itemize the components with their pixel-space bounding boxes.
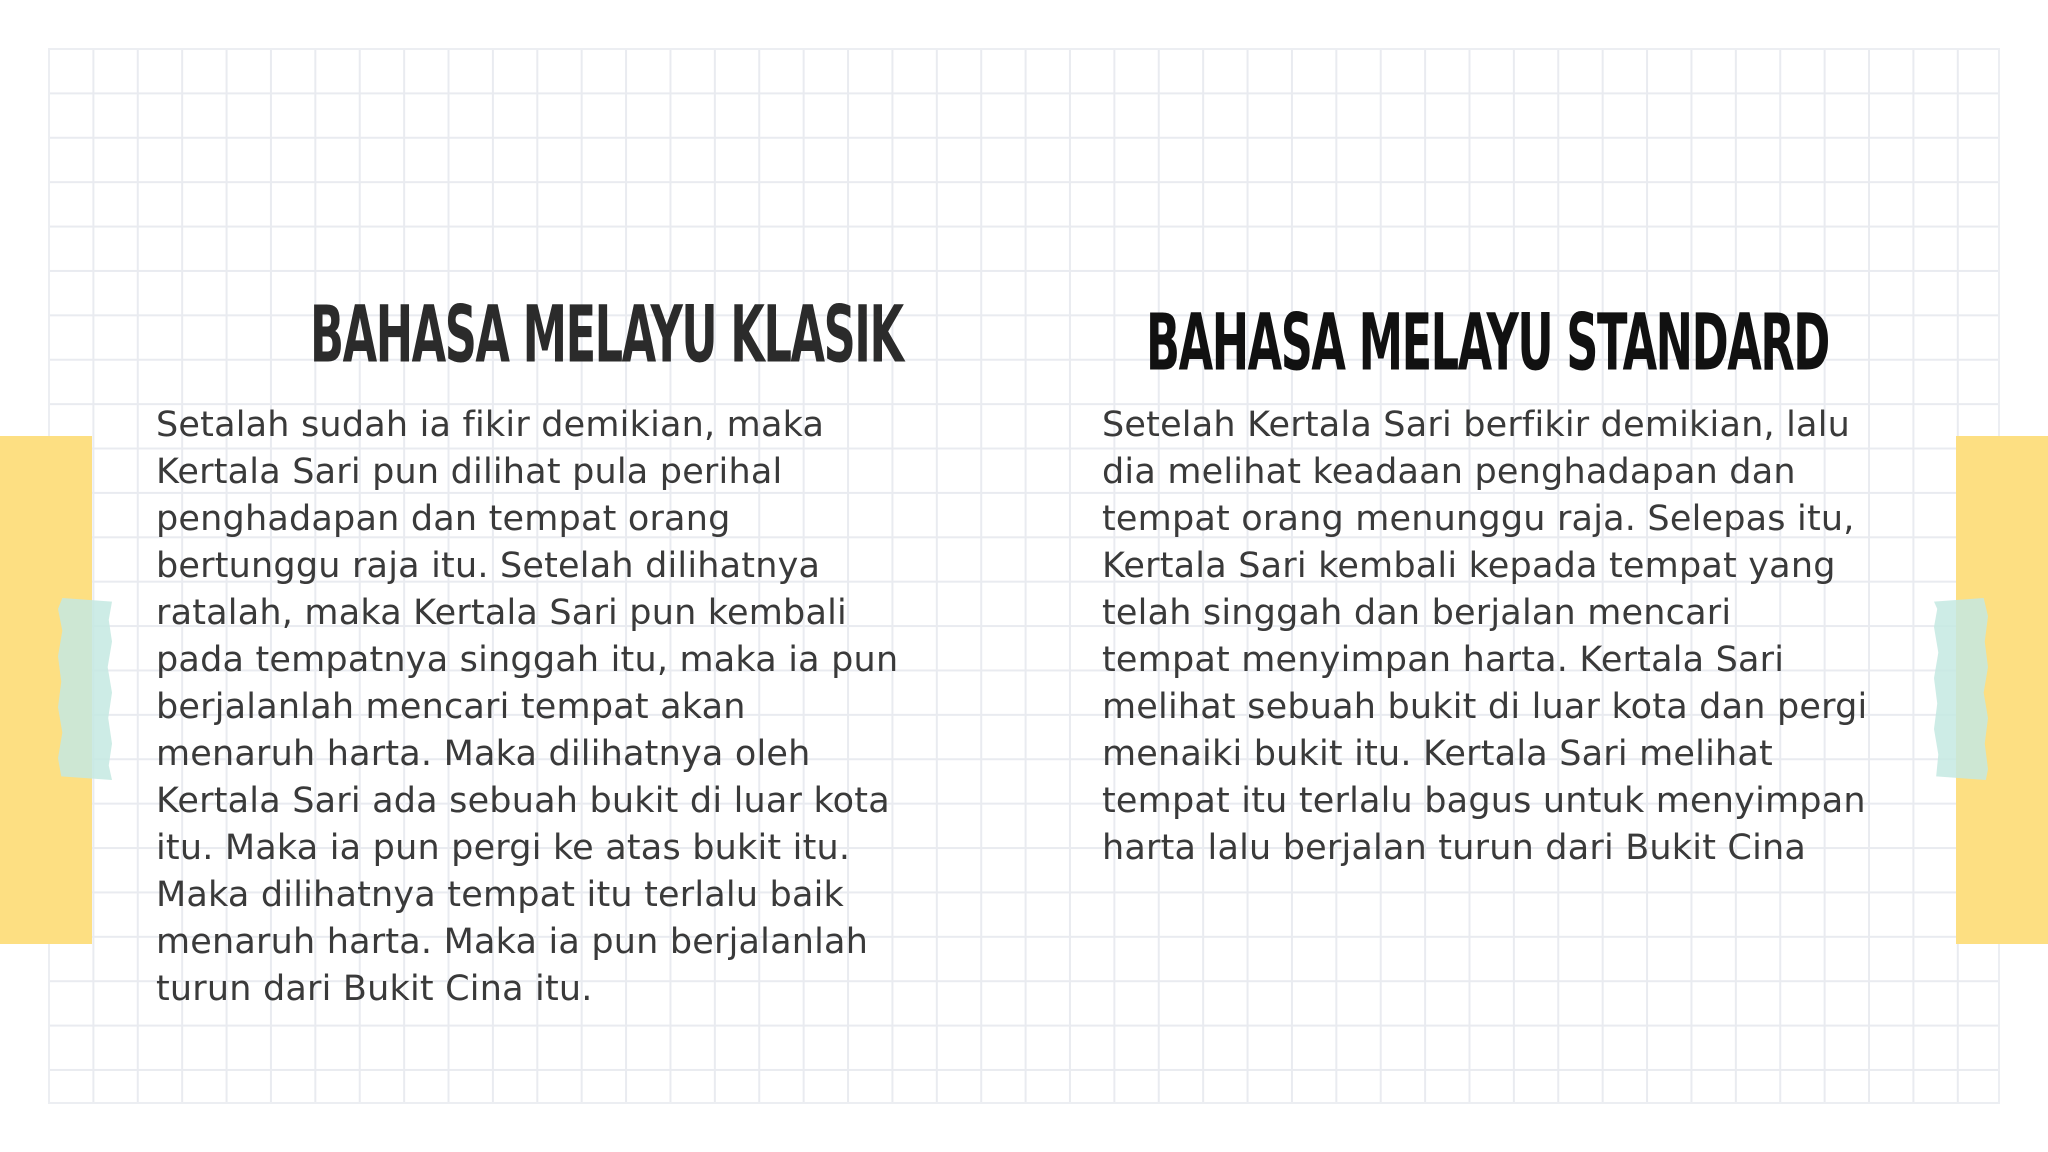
left-washi-tape (58, 598, 112, 780)
standard-line: dia melihat keadaan penghadapan dan (1102, 452, 1796, 492)
klasik-line: pada tempatnya singgah itu, maka ia pun (156, 640, 899, 680)
klasik-line: Kertala Sari pun dilihat pula perihal (156, 452, 783, 492)
standard-line: tempat orang menunggu raja. Selepas itu, (1102, 499, 1855, 539)
heading-bahasa-melayu-klasik: BAHASA MELAYU KLASIK (310, 288, 903, 381)
klasik-line: Kertala Sari ada sebuah bukit di luar kota (156, 781, 890, 821)
standard-line: tempat menyimpan harta. Kertala Sari (1102, 640, 1785, 680)
standard-line: tempat itu terlalu bagus untuk menyimpan (1102, 781, 1866, 821)
klasik-line: turun dari Bukit Cina itu. (156, 969, 593, 1009)
standard-line: menaiki bukit itu. Kertala Sari melihat (1102, 734, 1773, 774)
klasik-line: menaruh harta. Maka dilihatnya oleh (156, 734, 811, 774)
standard-line: telah singgah dan berjalan mencari (1102, 593, 1732, 633)
standard-paragraph (1102, 402, 1867, 872)
klasik-line: berjalanlah mencari tempat akan (156, 687, 746, 727)
klasik-line: itu. Maka ia pun pergi ke atas bukit itu. (156, 828, 851, 868)
klasik-line: penghadapan dan tempat orang (156, 499, 731, 539)
right-washi-tape (1934, 598, 1988, 780)
klasik-line: menaruh harta. Maka ia pun berjalanlah (156, 922, 869, 962)
standard-line: Setelah Kertala Sari berfikir demikian, lalu (1102, 405, 1851, 445)
standard-line: melihat sebuah bukit di luar kota dan pergi (1102, 687, 1868, 727)
klasik-line: ratalah, maka Kertala Sari pun kembali (156, 593, 847, 633)
klasik-paragraph (156, 402, 898, 1013)
klasik-line: bertunggu raja itu. Setelah dilihatnya (156, 546, 821, 586)
standard-line: harta lalu berjalan turun dari Bukit Cina (1102, 828, 1807, 868)
standard-line: Kertala Sari kembali kepada tempat yang (1102, 546, 1836, 586)
heading-bahasa-melayu-standard: BAHASA MELAYU STANDARD (1146, 296, 1829, 389)
klasik-line: Maka dilihatnya tempat itu terlalu baik (156, 875, 845, 915)
klasik-line: Setalah sudah ia fikir demikian, maka (156, 405, 825, 445)
